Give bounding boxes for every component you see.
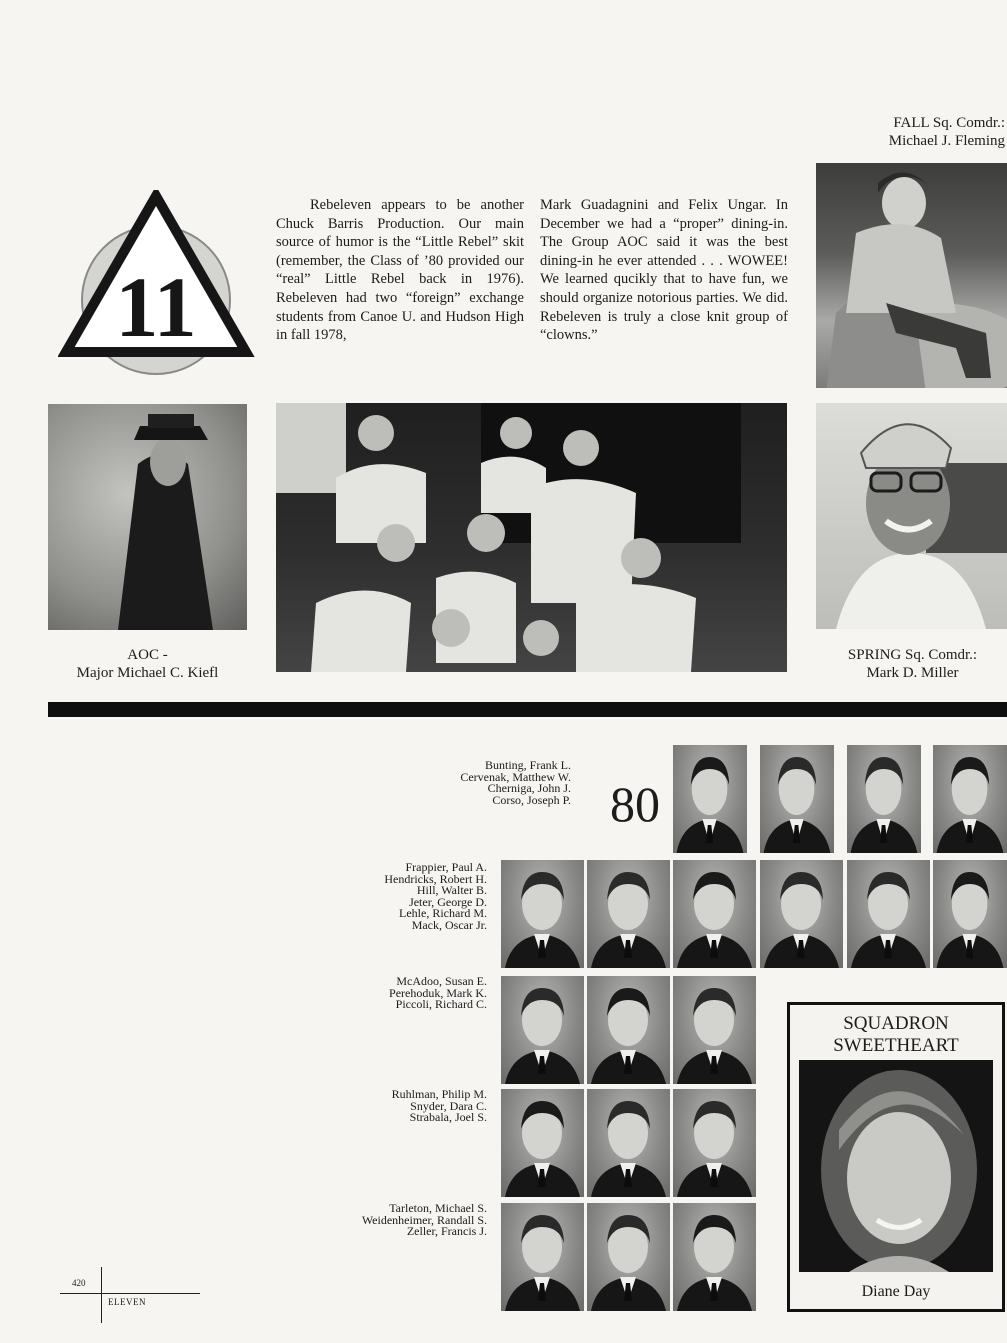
squadron-emblem — [58, 190, 258, 380]
spring-commander-caption — [818, 646, 1007, 682]
name-entry: Cervenak, Matthew W. — [460, 769, 571, 784]
spring-commander-title: SPRING Sq. Comdr.: — [847, 647, 978, 663]
name-entry: Tarleton, Michael S. — [389, 1201, 487, 1215]
name-entry: Weidenheimer, Randall S. — [361, 1212, 487, 1227]
name-entry: Mack, Oscar Jr. — [411, 917, 487, 932]
sweetheart-panel — [787, 1002, 1005, 1312]
fall-commander-photo — [816, 163, 1007, 388]
cadet-portrait — [501, 976, 584, 1084]
section-divider — [48, 702, 1007, 717]
sweetheart-title-line-2: SWEETHEART — [833, 1035, 959, 1056]
page-number: 420 — [72, 1278, 86, 1288]
cadet-portrait — [587, 860, 670, 968]
name-entry: Jeter, George D. — [409, 894, 487, 909]
spring-commander-name: Mark D. Miller — [866, 665, 959, 681]
cadet-portrait — [673, 745, 747, 853]
name-entry: Perehoduk, Mark K. — [389, 985, 487, 1000]
sweetheart-name: Diane Day — [861, 1283, 931, 1300]
fall-commander-name: Michael J. Fleming — [888, 133, 1005, 149]
name-entry: Cherniga, John J. — [487, 781, 571, 796]
name-entry: Snyder, Dara C. — [410, 1098, 487, 1113]
name-entry: Hendricks, Robert H. — [384, 871, 487, 886]
aoc-title: AOC - — [127, 647, 168, 663]
sweetheart-title — [790, 1013, 1002, 1057]
cadet-portrait — [673, 1203, 756, 1311]
cadet-portrait — [501, 860, 584, 968]
name-list-row-1 — [460, 760, 571, 806]
name-entry: McAdoo, Susan E. — [396, 974, 487, 988]
cadet-portrait — [587, 1089, 670, 1197]
cadet-portrait — [673, 860, 756, 968]
cadet-portrait — [587, 976, 670, 1084]
cadet-portrait — [847, 745, 921, 853]
cadet-portrait — [673, 976, 756, 1084]
aoc-name: Major Michael C. Kiefl — [76, 665, 219, 681]
cadet-portrait — [760, 860, 843, 968]
name-entry: Ruhlman, Philip M. — [391, 1087, 487, 1101]
name-entry: Strabala, Joel S. — [409, 1110, 487, 1125]
group-photo — [276, 403, 787, 672]
fall-commander-caption — [820, 114, 1005, 150]
cadet-portrait — [501, 1089, 584, 1197]
cadet-portrait — [587, 1203, 670, 1311]
sweetheart-photo — [799, 1060, 993, 1272]
name-entry: Hill, Walter B. — [416, 883, 487, 898]
footer-rule-vertical — [101, 1267, 102, 1323]
cadet-portrait — [760, 745, 834, 853]
aoc-caption — [48, 646, 247, 682]
fall-commander-title: FALL Sq. Comdr.: — [893, 115, 1005, 131]
aoc-photo — [48, 404, 247, 630]
cadet-portrait — [933, 745, 1007, 853]
name-list-row-2 — [384, 862, 487, 932]
name-entry: Lehle, Richard M. — [399, 906, 487, 921]
cadet-portrait — [673, 1089, 756, 1197]
cadet-portrait — [847, 860, 930, 968]
cadet-portrait — [933, 860, 1007, 968]
emblem-number: 11 — [115, 259, 197, 355]
story-column-2: Mark Guadagnini and Felix Ungar. In December we had a “proper” dining-in. The Group AOC said it was the best dining-in he ever attended . . . WOWEE! We learned qucikly that to have fun, we should organize notorious parties. We did. Rebeleven is truly a close knit group of “clowns.” — [540, 197, 788, 344]
class-year: 80 — [610, 776, 660, 832]
name-entry: Zeller, Francis J. — [406, 1224, 487, 1239]
name-entry: Corso, Joseph P. — [492, 792, 571, 807]
cadet-portrait — [501, 1203, 584, 1311]
name-list-row-5 — [362, 1203, 487, 1238]
name-list-row-3 — [389, 976, 487, 1011]
section-label: ELEVEN — [108, 1297, 146, 1307]
name-entry: Bunting, Frank L. — [485, 758, 571, 772]
name-entry: Piccoli, Richard C. — [395, 997, 487, 1012]
name-list-row-4 — [392, 1089, 487, 1124]
footer-rule-horizontal — [60, 1293, 200, 1294]
story-column-1: Rebeleven appears to be another Chuck Barris Production. Our main source of humor is the “Little Rebel” skit (remember, the Class of ’80 provided our “real” Little Rebel back in 1976). Rebeleven had two “foreign” exchange students from Canoe U. and Hudson High in fall 1978, — [276, 197, 524, 344]
sweetheart-title-line-1: SQUADRON — [843, 1013, 949, 1034]
spring-commander-photo — [816, 403, 1007, 629]
name-entry: Frappier, Paul A. — [405, 860, 487, 874]
